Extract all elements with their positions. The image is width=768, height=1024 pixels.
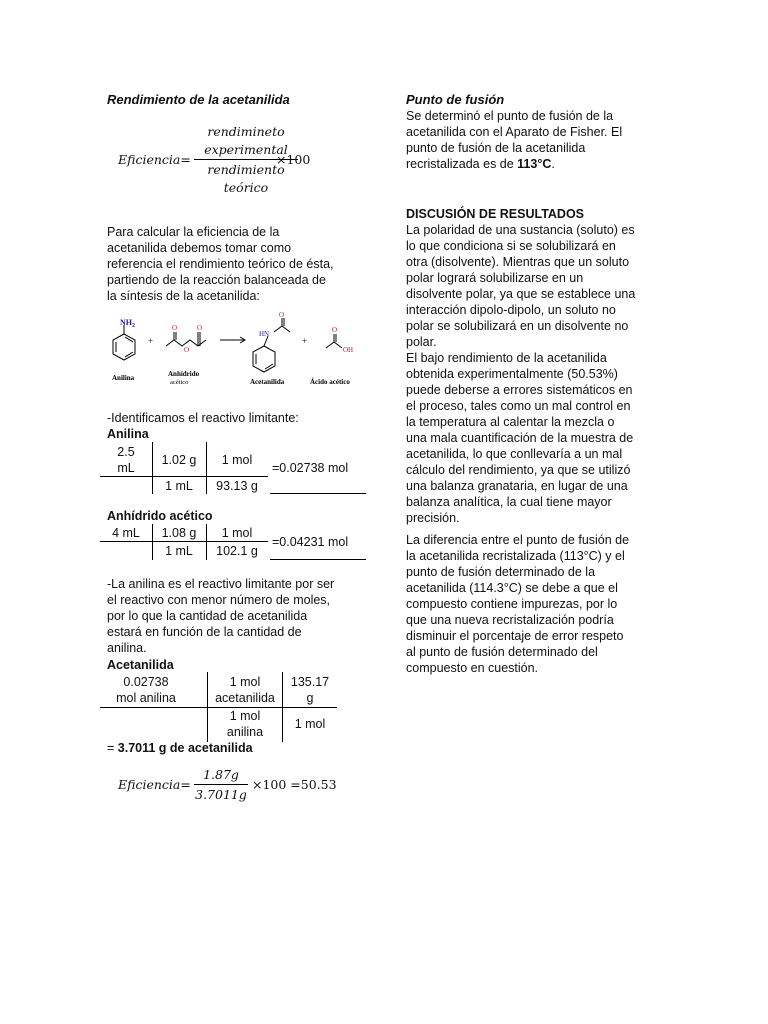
t1-result: =0.02738 mol [272,461,349,475]
acetanilide-structure [253,318,290,372]
t2-result-line [270,559,366,560]
label-anhidrido: Anhídrido [168,370,200,378]
table-anhidrido [100,524,370,562]
anilina-title: Anilina [107,427,149,441]
pf-value: 113°C [517,157,552,171]
section-title-punto-fusion: Punto de fusión [406,92,505,107]
paragraph-punto-fusion [406,108,622,172]
label-anilina: Anilina [112,374,135,382]
t2-vline-2 [206,524,207,560]
o-label-2: O [197,324,203,332]
nh2-subscript: 2 [132,323,135,329]
section-title-rendimiento: Rendimiento de la acetanilida [107,92,290,107]
acetanilida-title: Acetanilida [107,658,174,672]
label-acetanilida: Acetanilida [250,378,285,386]
anhydride-structure [166,332,206,346]
result-value: 3.7011 g de acetanilida [117,741,253,755]
formula2-lhs: Eficiencia= [118,777,191,792]
t1-vline-1 [152,442,153,494]
label-acido-acetico: Ácido acético [310,378,350,386]
t2-cell-b: 1.08 g [161,526,197,540]
result-line [107,740,253,756]
t3-cell-a2: mol anilina [116,691,176,705]
paragraph-discusion-2: El bajo rendimiento de la acetanilida obtenida experimentalmente (50.53%) puede deberse a errores sistemáticos en el proceso, tales como un mal control en la temperatura al calentar la mezcla o una mala cuantificación de la muestra de acetanilida, lo que conllevaría a un mal cálculo del rendimiento, ya que se utilizó una balanza granataria, en lugar de una balanza analítica, la cual tiene mayor precisión. [406,351,634,525]
result-equals: = [107,741,118,755]
table-acetanilida [100,672,370,742]
formula-multiplier: ×100 [276,152,311,167]
formula2-denominator: 3.7011g [195,787,247,802]
table-anilina [100,442,370,496]
t3-vline-2 [282,672,283,742]
t3-cell-b2: acetanilida [215,691,275,705]
reaction-scheme [104,312,372,392]
t1-cell-b: 1.02 g [161,453,197,467]
section-title-discusion: DISCUSIÓN DE RESULTADOS [406,207,585,221]
oh-label: OH [343,346,354,354]
t1-cell-a2: mL [117,461,135,475]
t3-cell-b1: 1 mol [229,675,261,689]
formula2-rhs: ×100 =50.53 [252,777,337,792]
o-label-3: O [184,346,190,354]
efficiency-result-formula [118,766,348,808]
t3-cell-d1: 1 mol [229,709,261,723]
t3-cell-c2: g [306,691,314,705]
plus-sign-1: + [148,336,154,346]
formula2-fraction-bar [194,784,248,785]
t1-cell-e: 93.13 g [216,479,258,493]
t3-cell-d2: anilina [226,725,264,739]
nh2-label: NH [120,318,132,327]
o-label-1: O [172,324,178,332]
t1-result-line [270,493,366,494]
o-label-4: O [279,312,285,319]
t3-cell-a1: 0.02738 [123,675,169,689]
t2-cell-e: 102.1 g [216,544,258,558]
t3-cell-e: 1 mol [294,717,326,731]
paragraph-discusion-3: La diferencia entre el punto de fusión de la acetanilida recristalizada (113°C) y el punto de fusión determinado de la acetanilida (114.3°C) se debe a que el compuesto contiene impurezas, por lo que una nueva recristalización podría disminuir el porcentaje de error respeto al punto de fusión determinado del compuesto en cuestión. [406,533,630,675]
formula-denominator-1: rendimiento [207,162,285,177]
label-acetico: acético [170,379,189,386]
t1-cell-c: 1 mol [221,453,253,467]
paragraph-limitante: -La anilina es el reactivo limitante por ser el reactivo con menor número de moles, por lo que la cantidad de acetanilida estará en función de la cantidad de anilina. [107,577,335,655]
t3-cell-c1: 135.17 [290,675,330,689]
o-label-5: O [332,326,338,334]
svg-text:NH2 [120,318,135,329]
t3-vline-1 [207,672,208,742]
reaction-arrow [220,337,245,343]
aniline-structure [113,325,135,360]
hn-label: HN [259,330,270,338]
efficiency-formula [118,122,318,198]
anhidrido-title: Anhídrido acético [107,509,213,523]
paragraph-discusion-1: La polaridad de una sustancia (soluto) es lo que condiciona si se solubilizará en otra (disolvente). Mientras que un soluto polar logrará solubilizarse en un disolvente polar, ya que se establece una interacción dipolo-dipolo, un soluto no polar se solubilizará en un disolvente no polar. [406,223,636,349]
acetic-acid-structure [326,334,342,348]
pf-text: Se determinó el punto de fusión de la acetanilida con el Aparato de Fisher. El punto de fusión de la acetanilida recristalizada es de [406,109,623,171]
identify-text: -Identificamos el reactivo limitante: [107,411,299,425]
t2-result: =0.04231 mol [272,535,349,549]
paragraph-calcular: Para calcular la eficiencia de la acetanilida debemos tomar como referencia el rendimiento teórico de ésta, partiendo de la reacción balanceada de la síntesis de la acetanilida: [107,225,334,303]
t2-cell-d: 1 mL [165,544,193,558]
formula2-numerator: 1.87g [203,767,239,782]
formula-numerator-1: rendimineto [207,124,285,139]
pf-end: . [551,157,555,171]
t1-cell-a1: 2.5 [117,445,135,459]
t1-vline-2 [206,442,207,494]
t3-hline [100,707,337,708]
formula-numerator-2: experimental [204,142,288,157]
t2-cell-c: 1 mol [221,526,253,540]
t2-vline-1 [152,524,153,560]
formula-lhs: Eficiencia= [118,152,191,167]
t1-hline [100,476,268,477]
t1-cell-d: 1 mL [165,479,193,493]
plus-sign-2: + [302,336,308,346]
t2-cell-a: 4 mL [112,526,140,540]
t2-hline [100,541,268,542]
formula-denominator-2: teórico [223,180,269,195]
